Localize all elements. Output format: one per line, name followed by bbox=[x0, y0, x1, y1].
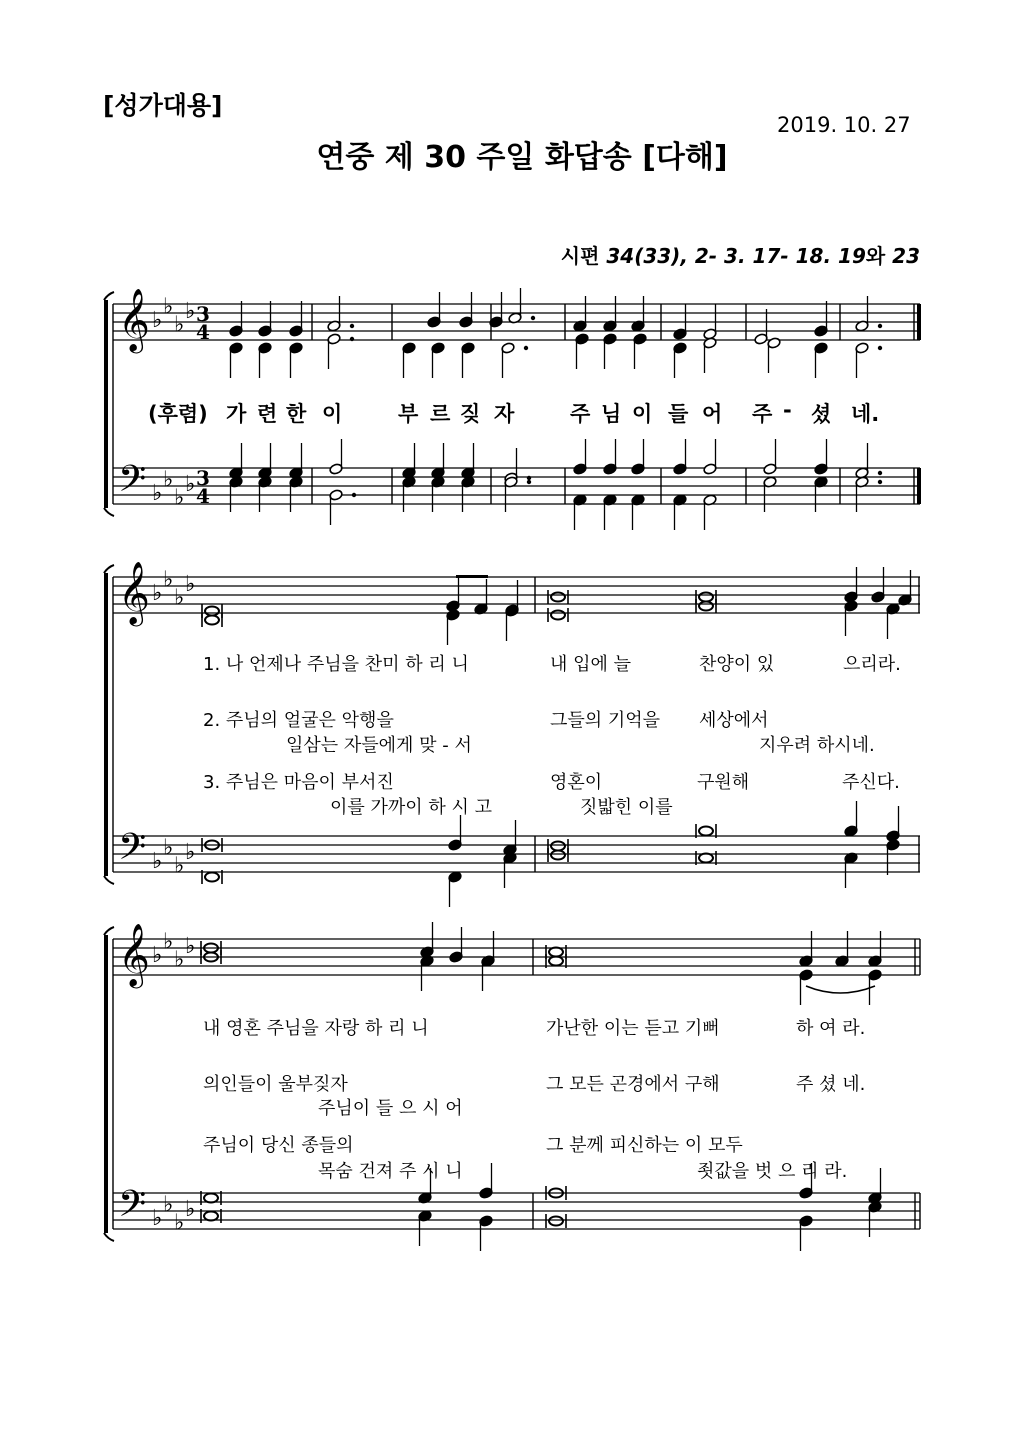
breve-note bbox=[205, 616, 219, 625]
verse3-lyric: 영혼이 bbox=[550, 772, 603, 793]
breve-note bbox=[699, 827, 713, 836]
augmentation-dot bbox=[878, 346, 882, 350]
flat-icon: ♭ bbox=[152, 1206, 163, 1231]
flat-icon: ♭ bbox=[185, 934, 196, 959]
breve-note bbox=[549, 957, 563, 966]
flat-icon: ♭ bbox=[174, 312, 185, 338]
breve-note bbox=[551, 611, 565, 620]
time-signature: 3 bbox=[196, 466, 210, 490]
beam bbox=[456, 575, 488, 578]
verse1-lyric: 가난한 이는 듣고 기뻐 bbox=[546, 1018, 720, 1039]
refrain-syllable: 자 bbox=[494, 402, 515, 426]
psalm-join: 와 bbox=[865, 244, 886, 268]
verse1-lyric: 내 입에 늘 bbox=[550, 654, 631, 675]
refrain-syllable: 셨 bbox=[811, 402, 832, 426]
refrain-syllable: 주 bbox=[570, 402, 591, 426]
choir-label: [성가대용] bbox=[103, 91, 223, 120]
time-signature: 4 bbox=[196, 484, 210, 508]
verse3-lyric: 3. 주님은 마음이 부서진 bbox=[203, 772, 394, 793]
bass-clef-icon: 𝄢 bbox=[118, 458, 147, 509]
breve-note bbox=[699, 602, 713, 611]
verse3-lyric: 구원해 bbox=[697, 772, 750, 793]
bracket-hook bbox=[104, 876, 114, 884]
breve-note bbox=[204, 1212, 218, 1221]
verse1-lyric: 찬양이 있 bbox=[699, 654, 775, 675]
augmentation-dot bbox=[878, 480, 882, 484]
verse3-lyric: 그 분께 피신하는 이 모두 bbox=[546, 1135, 743, 1156]
refrain-syllable: 이 bbox=[632, 402, 653, 426]
flat-icon: ♭ bbox=[174, 1210, 185, 1236]
flat-icon: ♭ bbox=[152, 849, 163, 874]
flat-icon: ♭ bbox=[163, 467, 174, 493]
refrain-syllable: 주 bbox=[752, 402, 773, 426]
bracket-hook bbox=[104, 927, 114, 935]
flat-icon: ♭ bbox=[163, 567, 174, 593]
refrain-marker: (후렴) bbox=[148, 402, 208, 426]
flat-icon: ♭ bbox=[185, 1197, 196, 1222]
breve-note bbox=[551, 851, 565, 860]
treble-clef-icon: 𝄞 bbox=[118, 923, 150, 986]
verse3-lyric: 주님이 당신 종들의 bbox=[203, 1135, 354, 1156]
final-barline bbox=[917, 468, 921, 504]
verse3-lyric: 죗값을 벗 으 리 라. bbox=[697, 1161, 848, 1182]
verse2-lyric: 일삼는 자들에게 맞 - 서 bbox=[286, 735, 472, 756]
verse2-lyric: 주님이 들 으 시 어 bbox=[318, 1098, 463, 1119]
verse1-lyric: 으리라. bbox=[843, 654, 901, 675]
treble-clef-icon: 𝄞 bbox=[118, 288, 150, 351]
breve-note bbox=[549, 948, 563, 957]
verse1-lyric: 하 여 라. bbox=[796, 1018, 866, 1039]
flat-icon: ♭ bbox=[185, 840, 196, 865]
flat-icon: ♭ bbox=[185, 299, 196, 324]
augmentation-dot bbox=[352, 493, 356, 497]
verse3-lyric: 이를 가까이 하 시 고 bbox=[330, 797, 492, 818]
refrain-syllable: 르 bbox=[430, 402, 451, 426]
bracket-hook bbox=[104, 292, 114, 300]
psalm-end: 23 bbox=[892, 244, 920, 268]
flat-icon: ♭ bbox=[174, 585, 185, 611]
refrain-syllable: 짖 bbox=[460, 402, 481, 426]
flat-icon: ♭ bbox=[163, 835, 174, 861]
flat-icon: ♭ bbox=[174, 853, 185, 879]
bracket-hook bbox=[104, 565, 114, 573]
verse2-lyric: 주 셨 네. bbox=[796, 1074, 866, 1095]
breve-note bbox=[551, 593, 565, 602]
augmentation-dot bbox=[524, 346, 528, 350]
verse2-lyric: 그 모든 곤경에서 구해 bbox=[546, 1074, 720, 1095]
augmentation-dot bbox=[878, 324, 882, 328]
refrain-syllable: 님 bbox=[601, 402, 622, 426]
psalm-prefix: 시편 bbox=[560, 244, 600, 268]
time-signature: 4 bbox=[196, 320, 210, 344]
flat-icon: ♭ bbox=[152, 943, 163, 968]
psalm-verses: 34(33), 2- 3. 17- 18. 19 bbox=[606, 244, 866, 268]
augmentation-dot bbox=[527, 476, 531, 480]
flat-icon: ♭ bbox=[174, 485, 185, 511]
bracket-hook bbox=[104, 508, 114, 516]
flat-icon: ♭ bbox=[152, 308, 163, 333]
refrain-syllable: 어 bbox=[702, 402, 723, 426]
verse3-lyric: 주신다. bbox=[842, 772, 900, 793]
augmentation-dot bbox=[350, 324, 354, 328]
bracket-hook bbox=[104, 1233, 114, 1241]
verse1-lyric: 내 영혼 주님을 자랑 하 리 니 bbox=[203, 1018, 429, 1039]
breve-note bbox=[549, 1217, 563, 1226]
refrain-syllable: 부 bbox=[398, 402, 419, 426]
time-signature: 3 bbox=[196, 302, 210, 326]
date: 2019. 10. 27 bbox=[777, 113, 911, 137]
flat-icon: ♭ bbox=[185, 472, 196, 497]
verse2-lyric: 그들의 기억을 bbox=[550, 710, 661, 731]
flat-icon: ♭ bbox=[152, 581, 163, 606]
flat-icon: ♭ bbox=[163, 1192, 174, 1218]
refrain-syllable: 련 bbox=[257, 402, 278, 426]
treble-clef-icon: 𝄞 bbox=[118, 561, 150, 624]
flat-icon: ♭ bbox=[174, 947, 185, 973]
verse2-lyric: 세상에서 bbox=[699, 710, 769, 731]
verse3-lyric: 짓밟힌 이를 bbox=[580, 797, 673, 818]
augmentation-dot bbox=[531, 316, 535, 320]
breve-note bbox=[204, 1194, 218, 1203]
flat-icon: ♭ bbox=[152, 481, 163, 506]
breve-note bbox=[205, 873, 219, 882]
bass-clef-icon: 𝄢 bbox=[118, 1183, 147, 1234]
breve-note bbox=[205, 607, 219, 616]
augmentation-dot bbox=[527, 480, 531, 484]
flat-icon: ♭ bbox=[163, 929, 174, 955]
system-bracket bbox=[104, 573, 108, 876]
final-barline bbox=[917, 304, 921, 340]
augmentation-dot bbox=[350, 337, 354, 341]
refrain-syllable: 이 bbox=[322, 402, 343, 426]
breve-note bbox=[551, 842, 565, 851]
tie bbox=[806, 986, 875, 993]
refrain-syllable: - bbox=[783, 398, 792, 422]
augmentation-dot bbox=[878, 471, 882, 475]
verse1-lyric: 1. 나 언제나 주님을 찬미 하 리 니 bbox=[203, 654, 469, 675]
refrain-syllable: 가 bbox=[226, 402, 247, 426]
flat-icon: ♭ bbox=[185, 572, 196, 597]
system-bracket bbox=[104, 935, 108, 1233]
breve-note bbox=[699, 854, 713, 863]
flat-icon: ♭ bbox=[163, 294, 174, 320]
refrain-syllable: 네. bbox=[851, 402, 880, 426]
verse3-lyric: 목숨 건져 주 시 니 bbox=[318, 1161, 463, 1182]
refrain-syllable: 들 bbox=[668, 402, 689, 426]
breve-note bbox=[699, 593, 713, 602]
bass-clef-icon: 𝄢 bbox=[118, 826, 147, 877]
system-bracket bbox=[104, 300, 108, 508]
verse2-lyric: 지우려 하시네. bbox=[759, 735, 875, 756]
verse2-lyric: 2. 주님의 얼굴은 악행을 bbox=[203, 710, 394, 731]
refrain-syllable: 한 bbox=[286, 402, 307, 426]
page-title: 연중 제 30 주일 화답송 [다해] bbox=[316, 140, 728, 175]
verse2-lyric: 의인들이 울부짖자 bbox=[203, 1074, 348, 1095]
